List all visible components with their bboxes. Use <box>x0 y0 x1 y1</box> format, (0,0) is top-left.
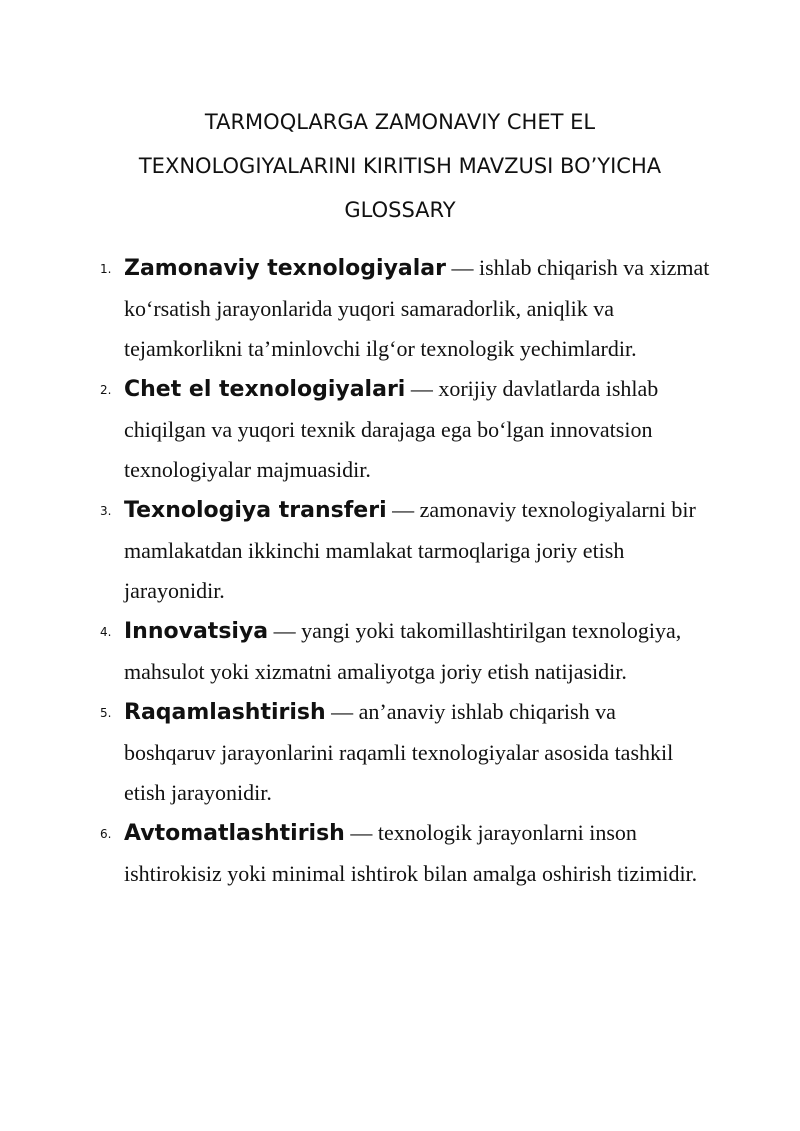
entry-definition: — ishlab chiqarish va xizmat ko‘rsatish jarayonlarida yuqori samaradorlik, aniqlik va tejamkorlikni ta’minlovchi ilg‘or texnologik yechimlardir. <box>124 255 710 361</box>
entry-term: Texnologiya transferi <box>124 498 387 523</box>
entry-number: 6. <box>100 827 112 841</box>
title-line-1: TARMOQLARGA ZAMONAVIY CHET EL <box>204 110 596 134</box>
glossary-entry <box>0 490 800 611</box>
document-title <box>0 100 800 232</box>
glossary-entry <box>0 611 800 692</box>
entry-term: Innovatsiya <box>124 619 269 644</box>
entry-term: Chet el texnologiyalari <box>124 377 406 402</box>
entry-definition: — yangi yoki takomillashtirilgan texnologiya, mahsulot yoki xizmatni amaliyotga joriy etish natijasidir. <box>124 618 682 684</box>
glossary-entry <box>0 692 800 813</box>
entry-number: 3. <box>100 504 112 518</box>
glossary-entry <box>0 369 800 490</box>
entry-definition: — texnologik jarayonlarni inson ishtirokisiz yoki minimal ishtirok bilan amalga oshirish tizimidir. <box>124 820 698 886</box>
entry-definition: — zamonaviy texnologiyalarni bir mamlakatdan ikkinchi mamlakat tarmoqlariga joriy etish jarayonidir. <box>124 497 696 603</box>
title-line-3: GLOSSARY <box>344 198 456 222</box>
glossary-entry <box>0 813 800 894</box>
entry-number: 1. <box>100 262 112 276</box>
entry-number: 5. <box>100 706 112 720</box>
entry-term: Avtomatlashtirish <box>124 821 345 846</box>
glossary-entry <box>0 248 800 369</box>
glossary-list <box>0 248 800 894</box>
entry-definition: — xorijiy davlatlarda ishlab chiqilgan va yuqori texnik darajaga ega bo‘lgan innovatsion texnologiyalar majmuasidir. <box>124 376 659 482</box>
entry-term: Zamonaviy texnologiyalar <box>124 256 446 281</box>
entry-number: 4. <box>100 625 112 639</box>
entry-term: Raqamlashtirish <box>124 700 326 725</box>
entry-definition: — an’anaviy ishlab chiqarish va boshqaruv jarayonlarini raqamli texnologiyalar asosida tashkil etish jarayonidir. <box>124 699 674 805</box>
entry-number: 2. <box>100 383 112 397</box>
title-line-2: TEXNOLOGIYALARINI KIRITISH MAVZUSI BO’YICHA <box>138 154 662 178</box>
